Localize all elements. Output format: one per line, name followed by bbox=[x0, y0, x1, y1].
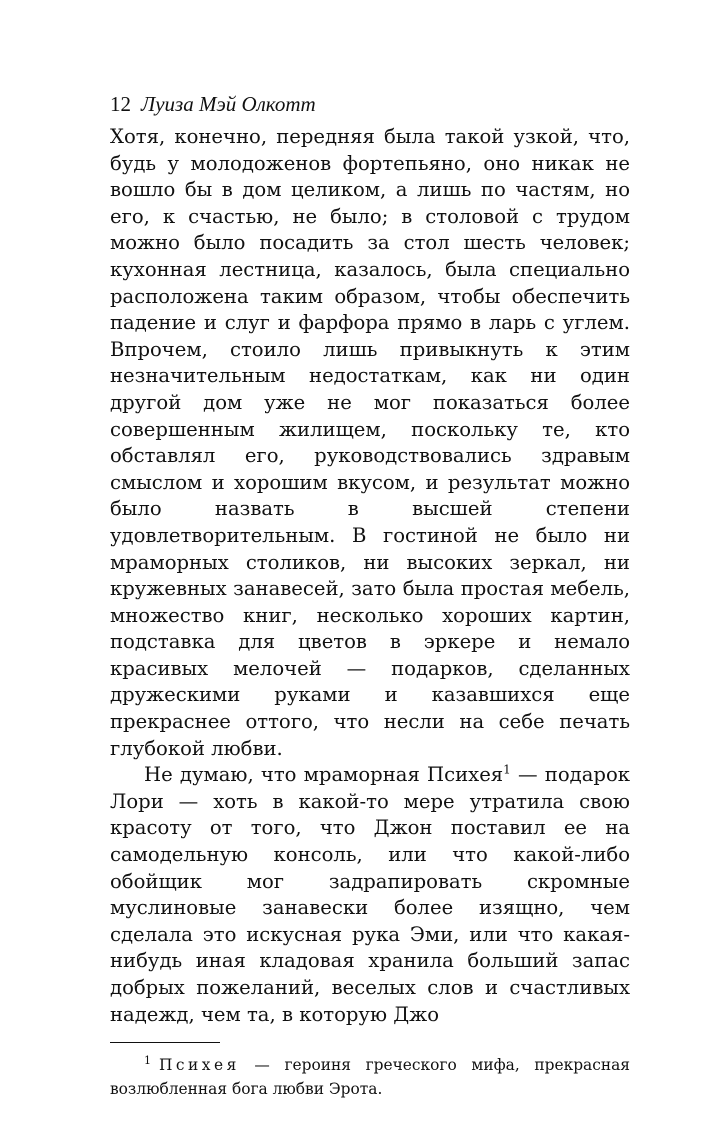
paragraph-2 bbox=[110, 762, 630, 1028]
author-name: Луиза Мэй Олкотт bbox=[141, 92, 316, 116]
footnote-term: Психея bbox=[159, 1056, 240, 1075]
paragraph-2-rest: — подарок Лори — хоть в какой-то мере утратила свою красоту от того, что Джон поставил ее на самодельную консоль, или что какой-либо обойщик мог задрапировать скромные муслиновые занавески более изящно, чем сделала это искусная рука Эми, или что какая-нибудь иная кладовая хранила больший запас добрых пожеланий, веселых слов и счастливых надежд, чем та, в которую Джо bbox=[110, 763, 630, 1026]
paragraph-1: Хотя, конечно, передняя была такой узкой, что, будь у молодоженов фортепьяно, оно никак не вошло бы в дом целиком, а лишь по частям, но его, к счастью, не было; в столовой с трудом можно было посадить за стол шесть человек; кухонная лестница, казалось, была специально расположена таким образом, чтобы обеспечить падение и слуг и фарфора прямо в ларь с углем. Впрочем, стоило лишь привыкнуть к этим незначительным недостаткам, как ни один другой дом уже не мог показаться более совершенным жилищем, поскольку те, кто обставлял его, руководствовались здравым смыслом и хорошим вкусом, и результат можно было назвать в высшей степени удовлетворительным. В гостиной не было ни мраморных столиков, ни высоких зеркал, ни кружевных занавесей, зато была простая мебель, множество книг, несколько хороших картин, подставка для цветов в эркере и немало красивых мелочей — подарков, сделанных дружескими руками и казавшихся еще прекраснее оттого, что несли на себе печать глубокой любви. bbox=[110, 125, 630, 760]
main-text bbox=[110, 124, 630, 1028]
footnote-reference: 1 bbox=[503, 762, 511, 777]
paragraph-2-start: Не думаю, что мраморная Психея bbox=[144, 763, 504, 787]
footnote-divider bbox=[110, 1042, 220, 1043]
footnote bbox=[110, 1053, 630, 1101]
page-number: 12 bbox=[110, 92, 131, 116]
footnote-mark: 1 bbox=[144, 1054, 151, 1068]
book-page bbox=[110, 84, 630, 1101]
footnote-text: — героиня греческого мифа, прекрасная возлюбленная бога любви Эрота. bbox=[110, 1056, 630, 1099]
running-head bbox=[110, 84, 630, 124]
